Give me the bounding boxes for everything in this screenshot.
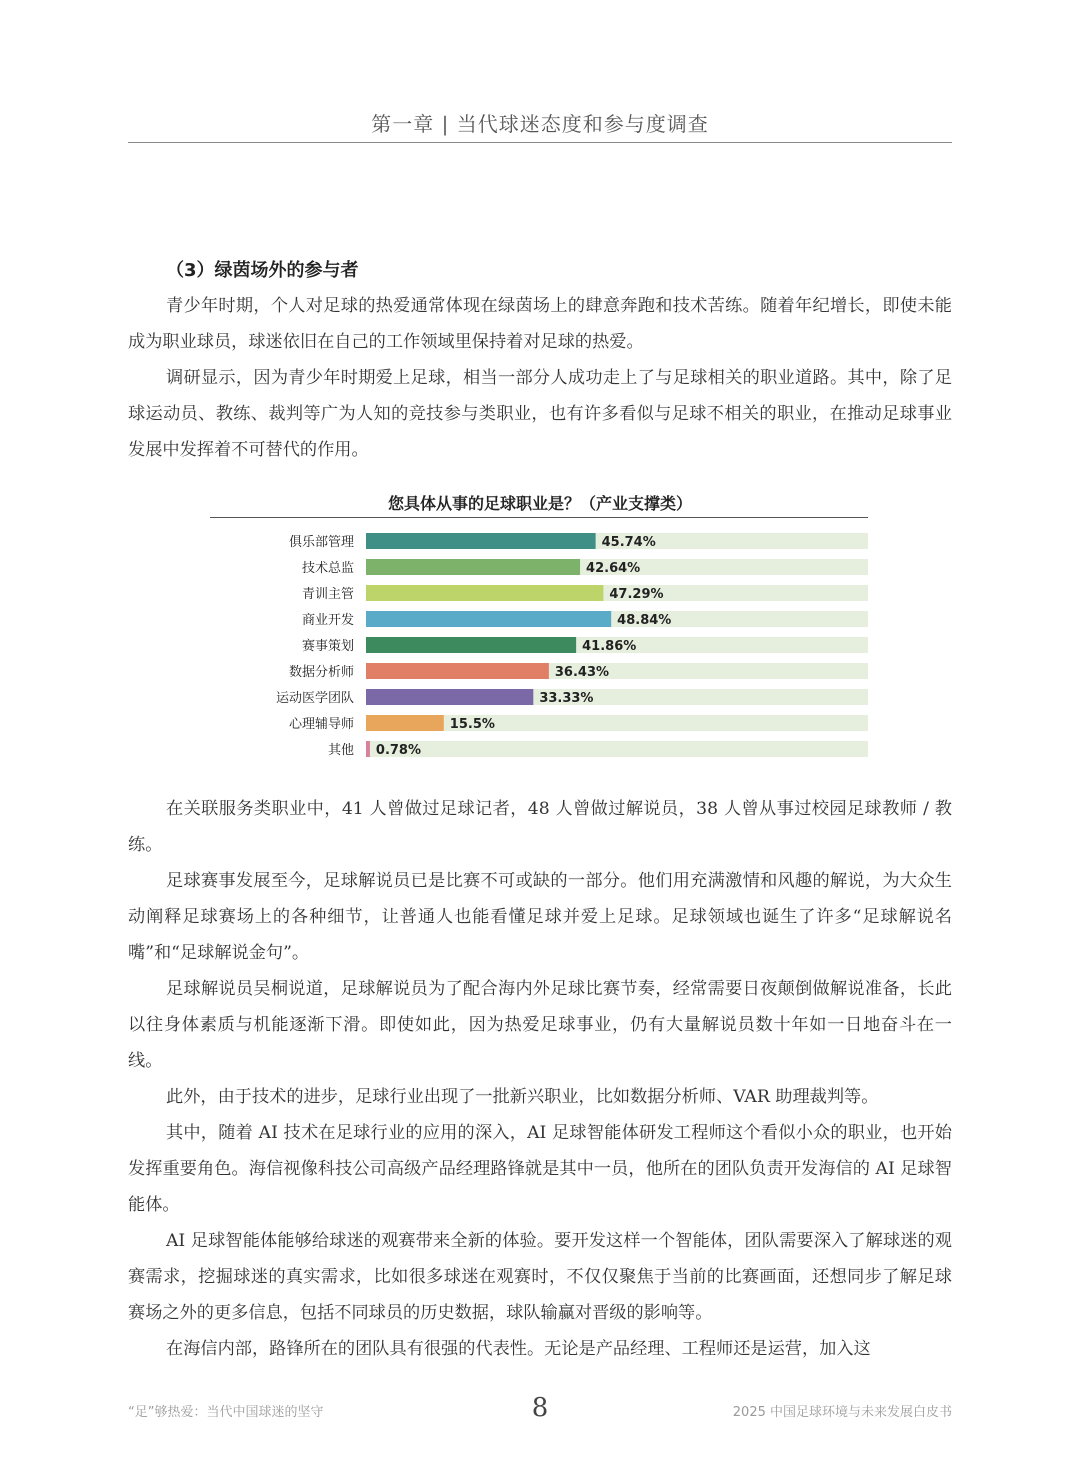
category-label: 数据分析师 <box>288 665 354 680</box>
paragraph: 其中，随着 AI 技术在足球行业的应用的深入，AI 足球智能体研发工程师这个看似小众的职业，也开始发挥重要角色。海信视像科技公司高级产品经理路锋就是其中一员，他所在的团队负责开发海信的 AI 足球智能体。 <box>128 1123 952 1215</box>
value-label: 33.33% <box>539 691 594 706</box>
paragraph: 在海信内部，路锋所在的团队具有很强的代表性。无论是产品经理、工程师还是运营，加入这 <box>166 1339 871 1359</box>
paragraph: 足球赛事发展至今，足球解说员已是比赛不可或缺的一部分。他们用充满激情和风趣的解说，为大众生动阐释足球赛场上的各种细节，让普通人也能看懂足球并爱上足球。足球领域也诞生了许多“足球解说名嘴”和“足球解说金句”。 <box>128 871 952 963</box>
section-heading: （3）绿茵场外的参与者 <box>166 260 359 281</box>
category-label: 技术总监 <box>301 561 354 576</box>
footer-report-title: “足”够热爱：当代中国球迷的坚守 <box>128 1405 324 1420</box>
chapter-header: 第一章 | 当代球迷态度和参与度调查 <box>371 112 709 136</box>
paragraph: 在关联服务类职业中，41 人曾做过足球记者，48 人曾做过解说员，38 人曾从事过校园足球教师 / 教练。 <box>128 799 952 855</box>
paragraph: 此外，由于技术的进步，足球行业出现了一批新兴职业，比如数据分析师、VAR 助理裁判等。 <box>166 1087 879 1107</box>
category-label: 青训主管 <box>301 587 354 602</box>
value-label: 15.5% <box>449 717 495 732</box>
page-number: 8 <box>531 1393 549 1423</box>
value-label: 42.64% <box>586 561 641 576</box>
bar-4 <box>366 611 611 627</box>
bar-6 <box>366 663 549 679</box>
body-text <box>128 791 952 1367</box>
bar-chart <box>210 485 870 765</box>
bar-track <box>366 741 868 757</box>
bar-9 <box>366 741 370 757</box>
value-label: 45.74% <box>601 535 656 550</box>
value-label: 36.43% <box>554 665 610 680</box>
bar-5 <box>366 637 576 653</box>
value-label: 47.29% <box>609 587 664 602</box>
category-label: 心理辅导师 <box>288 717 354 732</box>
bar-3 <box>366 585 603 601</box>
chart-title: 您具体从事的足球职业是？（产业支撑类） <box>387 494 692 513</box>
category-label: 运动医学团队 <box>275 691 354 706</box>
bar-7 <box>366 689 533 705</box>
value-label: 48.84% <box>617 613 672 628</box>
chart-plot <box>210 485 870 765</box>
paragraph: AI 足球智能体能够给球迷的观赛带来全新的体验。要开发这样一个智能体，团队需要深入了解球迷的观赛需求，挖掘球迷的真实需求，比如很多球迷在观赛时，不仅仅聚焦于当前的比赛画面，还想同步了解足球赛场之外的更多信息，包括不同球员的历史数据，球队输赢对晋级的影响等。 <box>128 1231 952 1323</box>
paragraph: 调研显示，因为青少年时期爱上足球，相当一部分人成功走上了与足球相关的职业道路。其中，除了足球运动员、教练、裁判等广为人知的竞技参与类职业，也有许多看似与足球不相关的职业，在推动足球事业发展中发挥着不可替代的作用。 <box>128 368 952 460</box>
bar-8 <box>366 715 444 731</box>
header-divider <box>128 142 952 143</box>
category-label: 俱乐部管理 <box>288 535 354 550</box>
paragraph: 青少年时期，个人对足球的热爱通常体现在绿茵场上的肆意奔跑和技术苦练。随着年纪增长，即使未能成为职业球员，球迷依旧在自己的工作领域里保持着对足球的热爱。 <box>128 296 952 352</box>
category-label: 商业开发 <box>301 613 354 628</box>
category-label: 赛事策划 <box>301 639 354 654</box>
bar-2 <box>366 559 580 575</box>
value-label: 0.78% <box>375 743 422 758</box>
bar-1 <box>366 533 596 549</box>
category-label: 其他 <box>327 743 354 758</box>
value-label: 41.86% <box>582 639 637 654</box>
paragraph: 足球解说员吴桐说道，足球解说员为了配合海内外足球比赛节奏，经常需要日夜颠倒做解说准备，长此以往身体素质与机能逐渐下滑。即使如此，因为热爱足球事业，仍有大量解说员数十年如一日地奋斗在一线。 <box>128 979 952 1071</box>
intro-text <box>128 288 952 468</box>
footer-whitepaper-title: 2025 中国足球环境与未来发展白皮书 <box>732 1405 952 1420</box>
